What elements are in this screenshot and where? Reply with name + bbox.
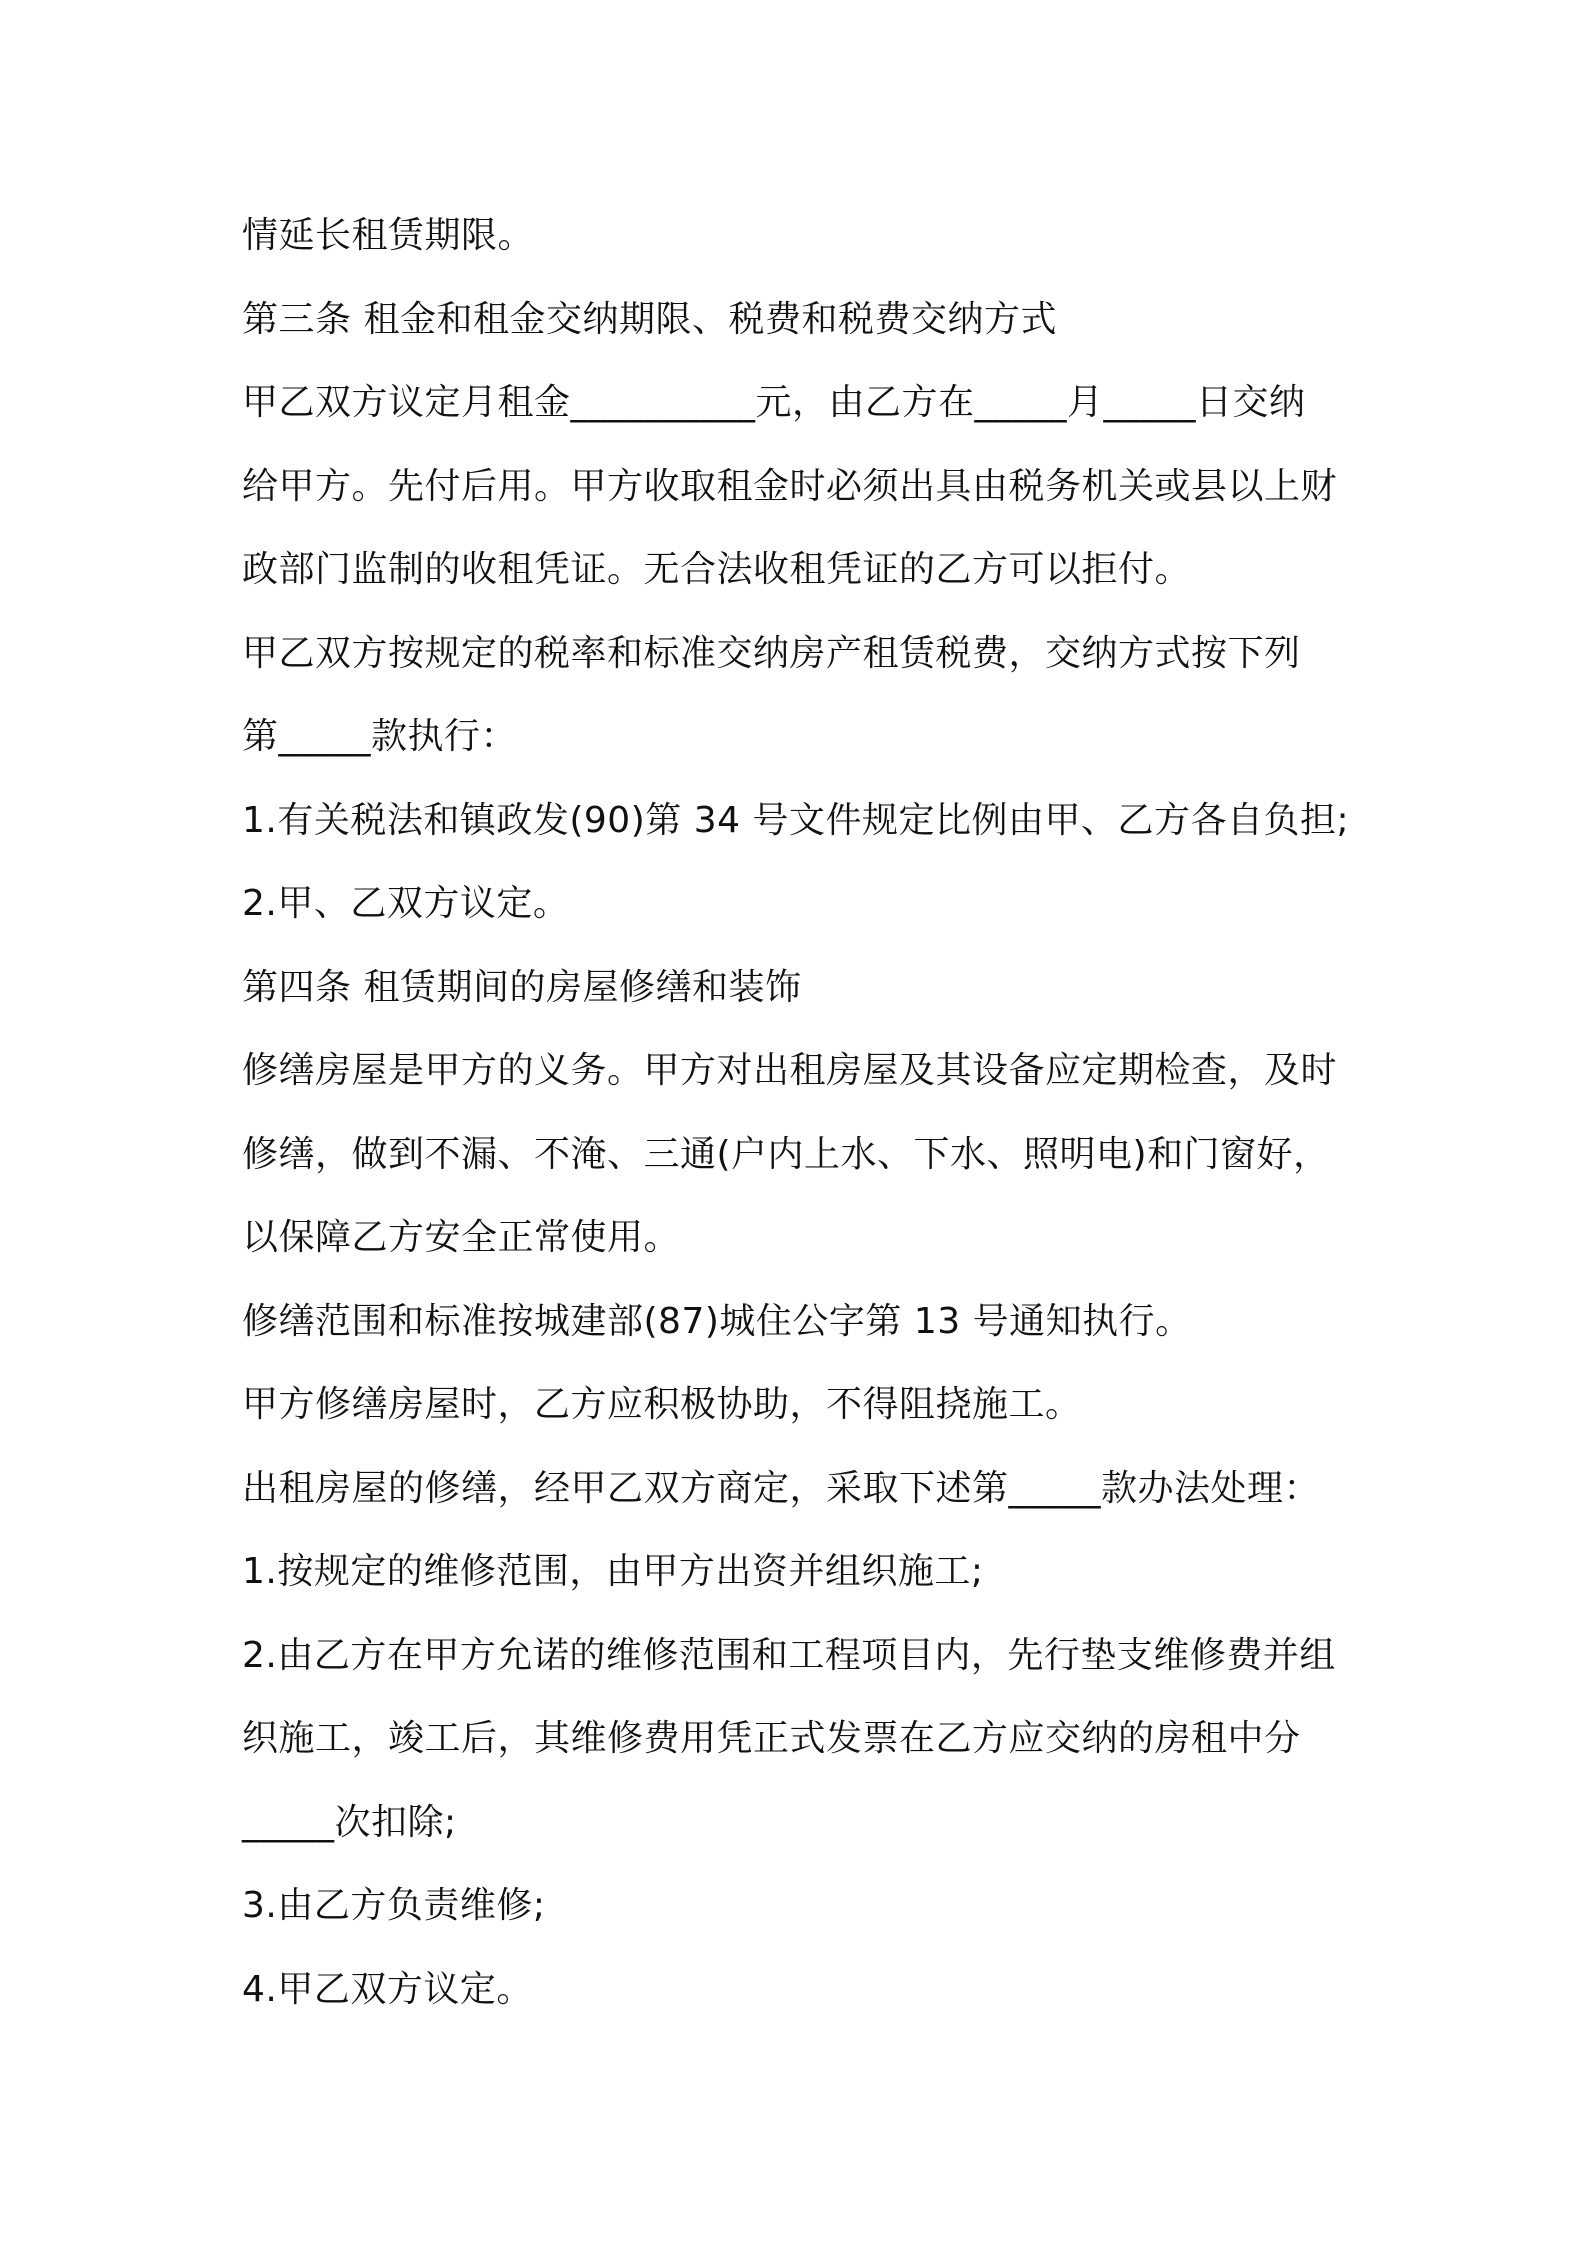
- text-line: 修缮范围和标准按城建部(87)城住公字第 13 号通知执行。: [242, 1300, 1192, 1342]
- list-item: 1.按规定的维修范围，由甲方出资并组织施工;: [242, 1551, 984, 1592]
- text-line: 给甲方。先付后用。甲方收取租金时必须出具由税务机关或县以上财: [242, 465, 1338, 507]
- list-item: 2.甲、乙双方议定。: [242, 883, 570, 924]
- list-item: 3.由乙方负责维修;: [242, 1885, 546, 1926]
- article-heading: 第四条 租赁期间的房屋修缮和装饰: [242, 966, 802, 1008]
- text-line: 出租房屋的修缮，经甲乙双方商定，采取下述第_____款办法处理：: [242, 1467, 1321, 1509]
- text-line: 甲方修缮房屋时，乙方应积极协助，不得阻挠施工。: [242, 1384, 1082, 1425]
- text-line: 以保障乙方安全正常使用。: [242, 1217, 681, 1258]
- list-item: 1.有关税法和镇政发(90)第 34 号文件规定比例由甲、乙方各自负担;: [242, 799, 1350, 841]
- text-line: 修缮房屋是甲方的义务。甲方对出租房屋及其设备应定期检查，及时: [242, 1050, 1338, 1091]
- text-line: 织施工，竣工后，其维修费用凭正式发票在乙方应交纳的房租中分: [242, 1718, 1301, 1759]
- text-line: 政部门监制的收租凭证。无合法收租凭证的乙方可以拒付。: [242, 549, 1192, 590]
- text-line: 情延长租赁期限。: [242, 215, 535, 256]
- text-line: 甲乙双方议定月租金__________元，由乙方在_____月_____日交纳: [242, 382, 1306, 423]
- list-item: 2.由乙方在甲方允诺的维修范围和工程项目内，先行垫支维修费并组: [242, 1634, 1336, 1676]
- text-line: 修缮，做到不漏、不淹、三通(户内上水、下水、照明电)和门窗好，: [242, 1133, 1330, 1175]
- article-heading: 第三条 租金和租金交纳期限、税费和税费交纳方式: [242, 298, 1057, 340]
- text-line: 甲乙双方按规定的税率和标准交纳房产租赁税费，交纳方式按下列: [242, 632, 1301, 674]
- document-body: [242, 194, 1362, 2031]
- text-line: _____次扣除;: [242, 1801, 457, 1843]
- list-item: 4.甲乙双方议定。: [242, 1968, 533, 2010]
- text-line: 第_____款执行：: [242, 716, 518, 757]
